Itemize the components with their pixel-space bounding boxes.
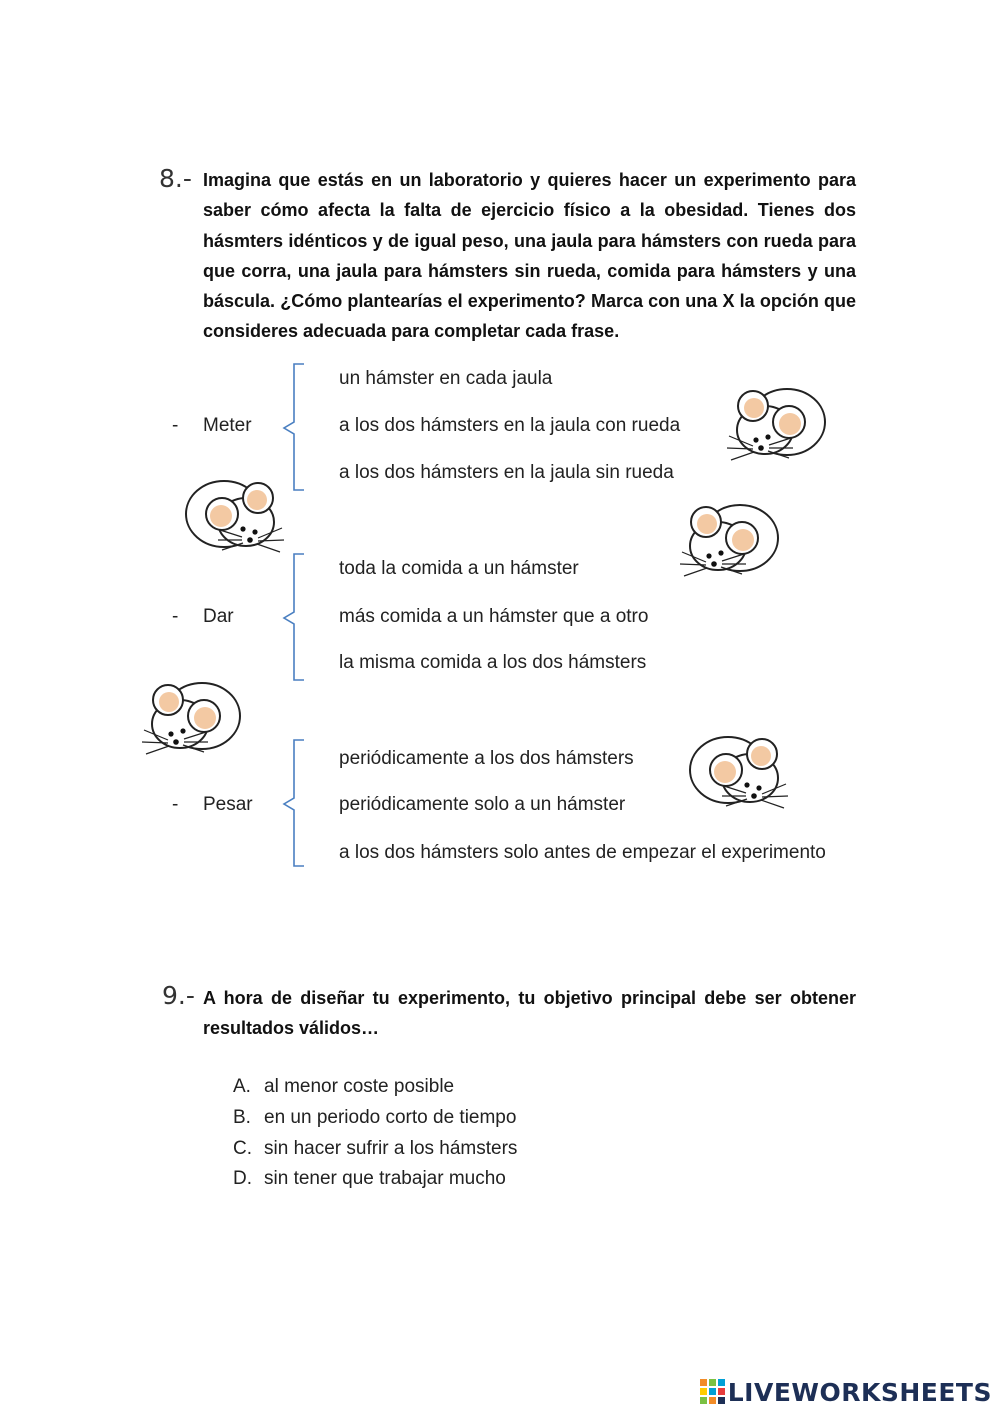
choice-b-text[interactable]: en un periodo corto de tiempo [264,1107,517,1128]
choice-c-text[interactable]: sin hacer sufrir a los hámsters [264,1138,518,1159]
group-pesar-dash: - [172,794,179,815]
liveworksheets-logo-icon [700,1379,726,1405]
footer-brand: LIVEWORKSHEETS [727,1377,992,1407]
hamster-illustration-1 [723,378,839,474]
choice-b-letter: B. [233,1107,251,1128]
option-dar-3[interactable]: la misma comida a los dos hámsters [339,652,647,673]
choice-a-text[interactable]: al menor coste posible [264,1076,455,1097]
choice-c-letter: C. [233,1138,252,1159]
option-dar-2[interactable]: más comida a un hámster que a otro [339,606,649,627]
hamster-illustration-4 [138,672,254,768]
footer-logo[interactable] [700,1375,992,1409]
option-meter-1[interactable]: un hámster en cada jaula [339,368,553,389]
group-pesar-brace [278,738,308,870]
option-pesar-1[interactable]: periódicamente a los dos hámsters [339,748,634,769]
option-meter-3[interactable]: a los dos hámsters en la jaula sin rueda [339,462,674,483]
hamster-illustration-3 [676,494,792,590]
group-dar-verb: Dar [203,606,234,627]
option-pesar-2[interactable]: periódicamente solo a un hámster [339,794,626,815]
option-dar-1[interactable]: toda la comida a un hámster [339,558,579,579]
group-dar-dash: - [172,606,179,627]
option-pesar-3[interactable]: a los dos hámsters solo antes de empezar el experimento [339,842,826,863]
group-pesar-verb: Pesar [203,794,253,815]
group-meter-verb: Meter [203,415,252,436]
group-dar-brace [278,552,308,684]
group-meter-dash: - [172,415,179,436]
choice-d-letter: D. [233,1168,252,1189]
hamster-illustration-5 [676,726,792,822]
question-9-number: 9.- [162,981,195,1010]
option-meter-2[interactable]: a los dos hámsters en la jaula con rueda [339,415,681,436]
choice-a-letter: A. [233,1076,251,1097]
choice-d-text[interactable]: sin tener que trabajar mucho [264,1168,506,1189]
question-8-text: Imagina que estás en un laboratorio y quieres hacer un experimento para saber cómo afecta la falta de ejercicio físico a la obesidad. Tienes dos hásmters idénticos y de igual peso, una jaula para hámsters con rueda para que corra, una jaula para hámsters sin rueda, comida para hámsters y una báscula. ¿Cómo plantearías el experimento? Marca con una X la opción que consideres adecuada para completar cada frase. [203,170,856,342]
question-8-number: 8.- [159,164,192,193]
question-9-text: A hora de diseñar tu experimento, tu objetivo principal debe ser obtener resultados válidos… [203,988,856,1039]
hamster-illustration-2 [172,470,288,566]
